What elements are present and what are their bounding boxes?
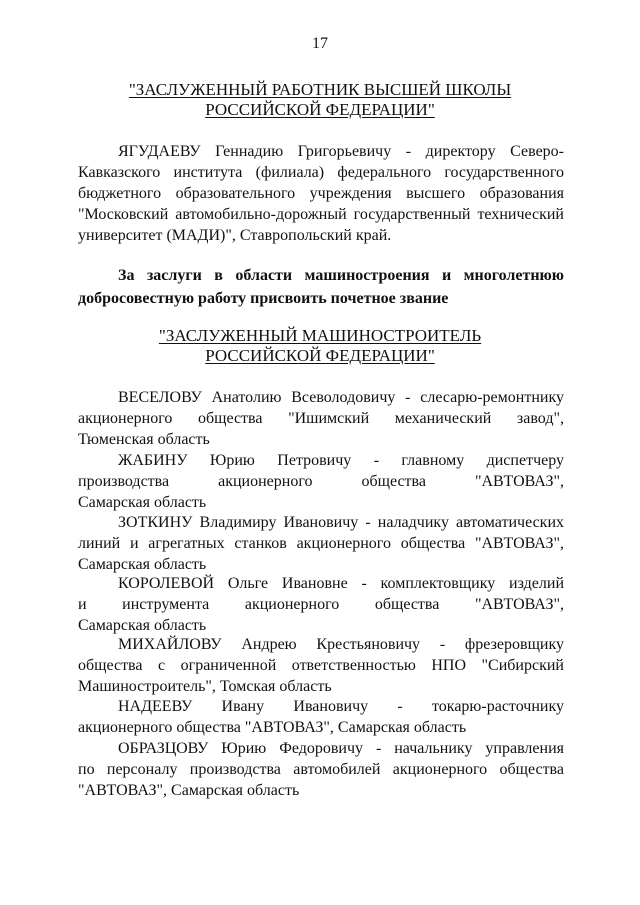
title-line: РОССИЙСКОЙ ФЕДЕРАЦИИ" (205, 100, 435, 119)
entry-line: по персоналу производства автомобилей акционерного общества (78, 761, 564, 778)
person-entry (78, 450, 564, 513)
entry-line: Машиностроитель", Томская область (78, 678, 332, 695)
entry-line: акционерного общества "Ишимский механический завод", (78, 410, 564, 427)
entry-line: Самарская область (78, 556, 207, 573)
entry-line: и инструмента акционерного общества "АВТОВАЗ", (78, 596, 564, 613)
person-entry (78, 387, 564, 450)
person-entry (78, 141, 564, 246)
entry-line: ЗОТКИНУ Владимиру Ивановичу - наладчику автоматических (118, 514, 564, 531)
entry-line: общества с ограниченной ответственностью НПО "Сибирский (78, 657, 564, 674)
entry-line: ОБРАЗЦОВУ Юрию Федоровичу - начальнику управления (118, 740, 564, 757)
entry-line: КОРОЛЕВОЙ Ольге Ивановне - комплектовщику изделий (118, 575, 564, 592)
title-line: "ЗАСЛУЖЕННЫЙ РАБОТНИК ВЫСШЕЙ ШКОЛЫ (128, 80, 512, 99)
person-entry (78, 696, 564, 738)
title-line: "ЗАСЛУЖЕННЫЙ МАШИНОСТРОИТЕЛЬ (158, 326, 482, 345)
entry-line: НАДЕЕВУ Ивану Ивановичу - токарю-расточнику (118, 698, 564, 715)
entry-line: "Московский автомобильно-дорожный государственный технический (78, 206, 564, 223)
entry-line: Тюменская область (78, 431, 210, 448)
entry-line: Самарская область (78, 617, 207, 634)
entry-line: ВЕСЕЛОВУ Анатолию Всеволодовичу - слесарю-ремонтнику (118, 389, 564, 406)
entry-line: линий и агрегатных станков акционерного общества "АВТОВАЗ", (78, 535, 564, 552)
entry-line: университет (МАДИ)", Ставропольский край. (78, 227, 392, 244)
entry-line: бюджетного образовательного учреждения высшего образования (78, 185, 564, 202)
person-entry (78, 634, 564, 697)
entry-line: МИХАЙЛОВУ Андрею Крестьяновичу - фрезеровщику (118, 636, 564, 653)
page-number: 17 (312, 35, 328, 52)
entry-line: Самарская область (78, 494, 207, 511)
award-statement (78, 264, 564, 310)
entry-line: акционерного общества "АВТОВАЗ", Самарская область (78, 719, 467, 736)
person-entry (78, 512, 564, 575)
award-line: добросовестную работу присвоить почетное звание (78, 290, 449, 307)
title-line: РОССИЙСКОЙ ФЕДЕРАЦИИ" (205, 346, 435, 365)
entry-line: ЖАБИНУ Юрию Петровичу - главному диспетчеру (118, 452, 564, 469)
person-entry (78, 573, 564, 636)
entry-line: ЯГУДАЕВУ Геннадию Григорьевичу - директору Северо- (118, 143, 564, 160)
entry-line: производства акционерного общества "АВТОВАЗ", (78, 473, 564, 490)
entry-line: "АВТОВАЗ", Самарская область (78, 782, 300, 799)
entry-line: Кавказского института (филиала) федерального государственного (78, 164, 564, 181)
award-title-higher-school (60, 80, 580, 120)
award-line: За заслуги в области машиностроения и многолетнюю (118, 267, 564, 284)
award-title-machine-builder (60, 326, 580, 366)
person-entry (78, 738, 564, 801)
